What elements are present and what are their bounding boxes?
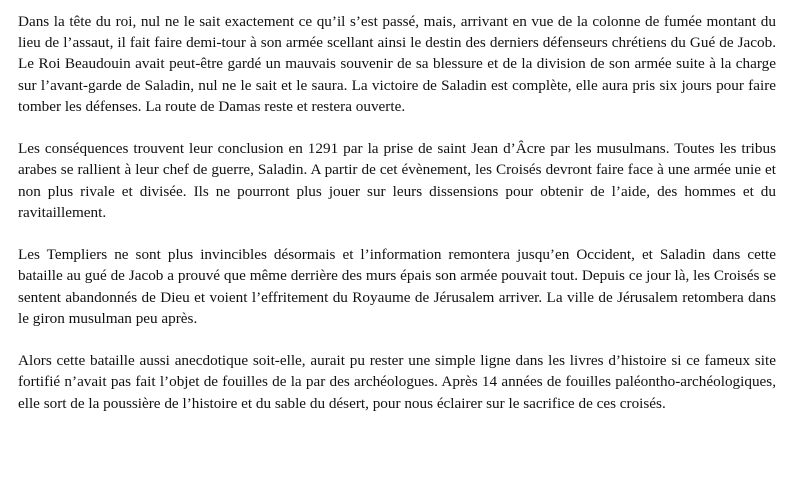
paragraph-consequences: Les conséquences trouvent leur conclusion en 1291 par la prise de saint Jean d’Ȃcre par les musulmans. Toutes les tribus arabes se rallient à leur chef de guerre, Saladin. A partir de cet évènement, les Croisés devront faire face à une armée unie et non plus rivale et divisée. Ils ne pourront plus jouer sur leurs dissensions pour obtenir de l’aide, des hommes et du ravitaillement.	[18, 140, 776, 221]
paragraph-saladin-victory: Dans la tête du roi, nul ne le sait exactement ce qu’il s’est passé, mais, arrivant en vue de la colonne de fumée montant du lieu de l’assaut, il fait faire demi-tour à son armée scellant ainsi le destin des derniers défenseurs chrétiens du Gué de Jacob. Le Roi Beaudouin avait peut-être gardé un mauvais souvenir de sa blessure et de la division de son armée suite à la charge sur l’avant-garde de Saladin, nul ne le sait et le saura. La victoire de Saladin est complète, elle aura pris six jours pour faire tomber les défenses. La route de Damas reste et restera ouverte.	[18, 13, 776, 115]
paragraph-templiers: Les Templiers ne sont plus invincibles désormais et l’information remontera jusqu’en Occident, et Saladin dans cette bataille au gué de Jacob a prouvé que même derrière des murs épais son armée pouvait tout. Depuis ce jour là, les Croisés se sentent abandonnés de Dieu et voient l’effritement du Royaume de Jérusalem arriver. La ville de Jérusalem retombera dans le giron musulman peu après.	[18, 246, 776, 327]
document-page	[18, 11, 776, 435]
paragraph-conclusion: Alors cette bataille aussi anecdotique soit-elle, aurait pu rester une simple ligne dans les livres d’histoire si ce fameux site fortifié n’avait pas fait l’objet de fouilles de la par des archéologues. Après 14 années de fouilles paléontho-archéologiques, elle sort de la poussière de l’histoire et du sable du désert, pour nous éclairer sur le sacrifice de ces croisés.	[18, 352, 776, 412]
